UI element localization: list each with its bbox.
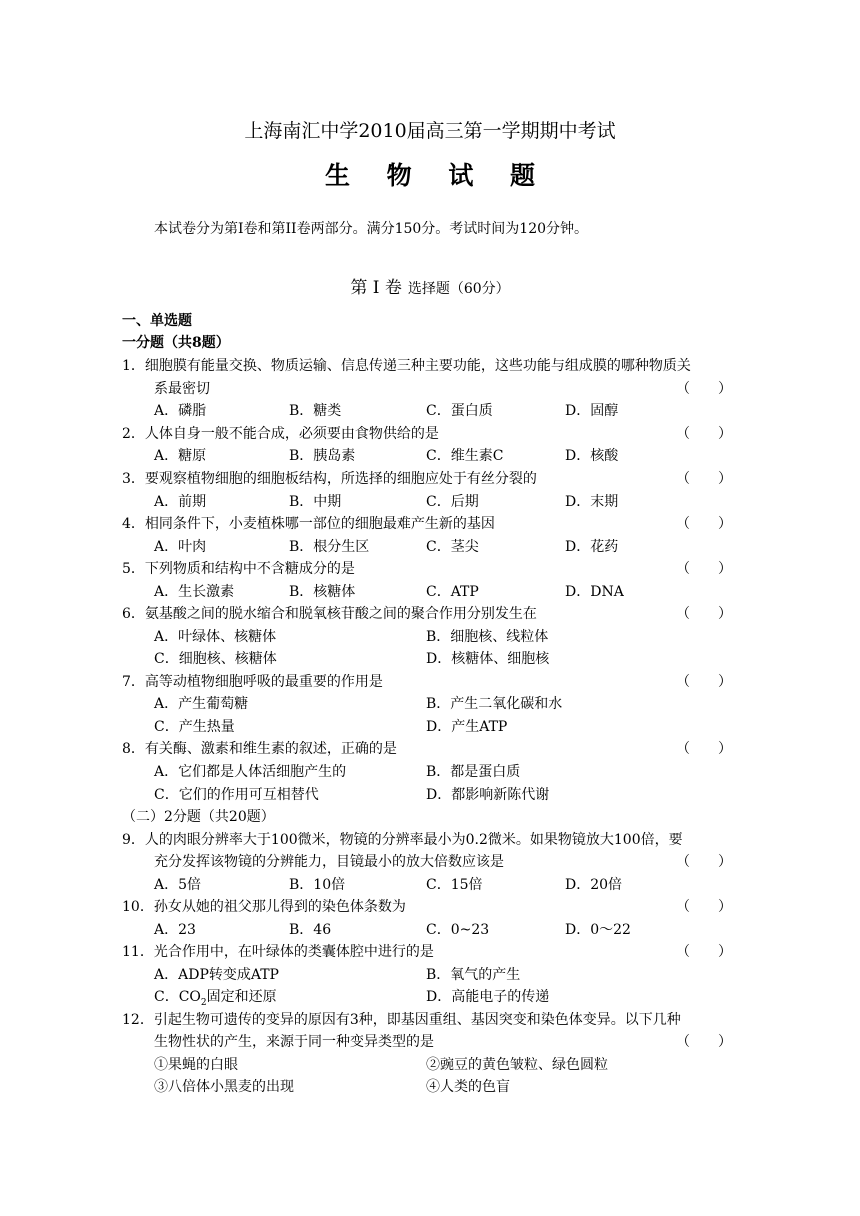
q3-option-d: D．末期 — [565, 494, 619, 510]
q9-stem-cont: 充分发挥该物镜的分辨能力，目镜最小的放大倍数应该是 — [154, 854, 504, 870]
q6-option-c: C．细胞核、核糖体 — [154, 651, 277, 667]
q10-option-d: D．0～22 — [565, 922, 631, 938]
q7-stem: 7．高等动植物细胞呼吸的最重要的作用是 — [122, 674, 383, 690]
q7-option-c: C．产生热量 — [154, 719, 235, 735]
answer-blank: （ ） — [676, 899, 732, 915]
q12-item-2: ②豌豆的黄色皱粒、绿色圆粒 — [426, 1057, 608, 1073]
q8-option-b: B．都是蛋白质 — [426, 764, 521, 780]
q11-option-b: B．氧气的产生 — [426, 967, 521, 983]
q8-stem: 8．有关酶、激素和维生素的叙述，正确的是 — [122, 741, 397, 757]
q6-option-b: B．细胞核、线粒体 — [426, 629, 549, 645]
answer-blank: （ ） — [676, 381, 732, 397]
exam-title: 上海南汇中学2010届高三第一学期期中考试 — [244, 120, 616, 142]
volume-heading — [0, 273, 860, 298]
q3-stem: 3．要观察植物细胞的细胞板结构，所选择的细胞应处于有丝分裂的 — [122, 471, 537, 487]
q2-stem: 2．人体自身一般不能合成，必须要由食物供给的是 — [122, 426, 439, 442]
q5-option-d: D．DNA — [565, 584, 624, 600]
answer-blank: （ ） — [676, 854, 732, 870]
volume-desc: 选择题（60分） — [407, 281, 510, 297]
q1-option-a: A．磷脂 — [154, 403, 207, 419]
section-heading: 一、单选题 — [122, 313, 192, 329]
answer-blank: （ ） — [676, 1034, 732, 1050]
q1-stem: 1．细胞膜有能量交换、物质运输、信息传递三种主要功能，这些功能与组成膜的哪种物质关 — [122, 358, 691, 374]
q12-stem-cont: 生物性状的产生，来源于同一种变异类型的是 — [154, 1034, 434, 1050]
q7-option-a: A．产生葡萄糖 — [154, 696, 249, 712]
q9-option-a: A．5倍 — [154, 877, 202, 893]
q3-option-b: B．中期 — [289, 494, 342, 510]
q5-option-b: B．核糖体 — [289, 584, 356, 600]
q6-stem: 6．氨基酸之间的脱水缩合和脱氧核苷酸之间的聚合作用分别发生在 — [122, 606, 537, 622]
q9-option-d: D．20倍 — [565, 877, 623, 893]
q7-option-b: B．产生二氧化碳和水 — [426, 696, 563, 712]
q1-option-d: D．固醇 — [565, 403, 619, 419]
q4-option-d: D．花药 — [565, 539, 619, 555]
q1-option-c: C．蛋白质 — [426, 403, 493, 419]
q2-option-c: C．维生素C — [426, 448, 504, 464]
q8-option-c: C．它们的作用可互相替代 — [154, 787, 319, 803]
q6-option-a: A．叶绿体、核糖体 — [154, 629, 277, 645]
q11-option-d: D．高能电子的传递 — [426, 989, 550, 1005]
q12-stem: 12．引起生物可遗传的变异的原因有3种，即基因重组、基因突变和染色体变异。以下几种 — [122, 1012, 681, 1028]
q9-option-c: C．15倍 — [426, 877, 483, 893]
answer-blank: （ ） — [676, 606, 732, 622]
exam-intro: 本试卷分为第I卷和第II卷两部分。满分150分。考试时间为120分钟。 — [154, 221, 589, 237]
q3-option-a: A．前期 — [154, 494, 207, 510]
q11-option-c-subscript: 2 — [200, 997, 207, 1008]
q12-item-3: ③八倍体小黑麦的出现 — [154, 1079, 294, 1095]
q5-stem: 5．下列物质和结构中不含糖成分的是 — [122, 561, 355, 577]
q8-option-a: A．它们都是人体活细胞产生的 — [154, 764, 347, 780]
q5-option-c: C．ATP — [426, 584, 479, 600]
q4-stem: 4．相同条件下，小麦植株哪一部位的细胞最难产生新的基因 — [122, 516, 495, 532]
q10-option-b: B．46 — [289, 922, 332, 938]
exam-subtitle: 生 物 试 题 — [324, 161, 550, 190]
q11-option-a: A．ADP转变成ATP — [154, 967, 279, 983]
q11-option-c-tail: 固定和还原 — [206, 989, 277, 1005]
q12-item-1: ①果蝇的白眼 — [154, 1057, 238, 1073]
q1-stem-cont: 系最密切 — [154, 381, 210, 397]
q8-option-d: D．都影响新陈代谢 — [426, 787, 550, 803]
volume-label: 第 Ⅰ 卷 — [350, 278, 402, 298]
q4-option-a: A．叶肉 — [154, 539, 207, 555]
q2-option-d: D．核酸 — [565, 448, 619, 464]
q11-option-c — [154, 988, 277, 1012]
q3-option-c: C．后期 — [426, 494, 479, 510]
q4-option-c: C．茎尖 — [426, 539, 479, 555]
answer-blank: （ ） — [676, 741, 732, 757]
q10-option-a: A．23 — [154, 922, 196, 938]
q7-option-d: D．产生ATP — [426, 719, 508, 735]
q6-option-d: D．核糖体、细胞核 — [426, 651, 550, 667]
q2-option-a: A．糖原 — [154, 448, 207, 464]
q5-option-a: A．生长激素 — [154, 584, 235, 600]
q10-option-c: C．0~23 — [426, 922, 490, 938]
answer-blank: （ ） — [676, 426, 732, 442]
q9-option-b: B．10倍 — [289, 877, 346, 893]
answer-blank: （ ） — [676, 471, 732, 487]
q10-stem: 10．孙女从她的祖父那儿得到的染色体条数为 — [122, 899, 406, 915]
q2-option-b: B．胰岛素 — [289, 448, 356, 464]
q11-stem: 11．光合作用中，在叶绿体的类囊体腔中进行的是 — [122, 944, 434, 960]
q9-stem: 9．人的肉眼分辨率大于100微米，物镜的分辨率最小为0.2微米。如果物镜放大100倍，要 — [122, 832, 683, 848]
part2-heading: （二）2分题（共20题） — [122, 809, 275, 825]
q11-option-c-prefix: C．CO — [154, 989, 201, 1005]
part1-heading: 一分题（共8题） — [122, 335, 230, 351]
answer-blank: （ ） — [676, 944, 732, 960]
q12-item-4: ④人类的色盲 — [426, 1079, 510, 1095]
answer-blank: （ ） — [676, 561, 732, 577]
answer-blank: （ ） — [676, 516, 732, 532]
q1-option-b: B．糖类 — [289, 403, 342, 419]
answer-blank: （ ） — [676, 674, 732, 690]
q4-option-b: B．根分生区 — [289, 539, 370, 555]
